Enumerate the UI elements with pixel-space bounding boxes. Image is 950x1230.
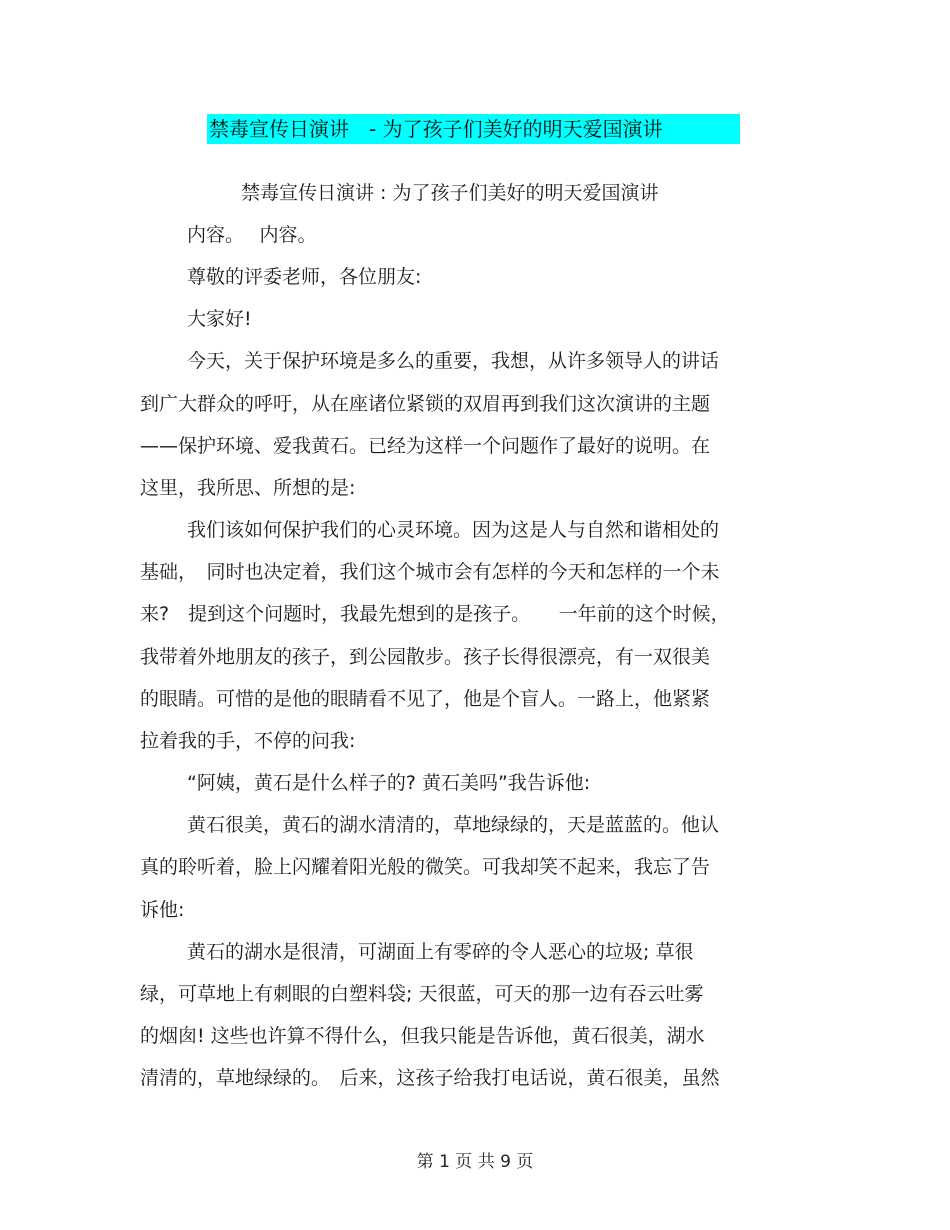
body-line: 尊敬的评委老师，各位朋友: [187, 266, 422, 288]
body-line: 的眼睛。可惜的是他的眼睛看不见了，他是个盲人。一路上，他紧紧 [140, 688, 711, 710]
body-line: ——保护环境、爱我黄石。已经为这样一个问题作了最好的说明。在 [140, 435, 711, 457]
body-line: 诉他: [140, 899, 185, 921]
body-line: 来? 提到这个问题时，我最先想到的是孩子。 一年前的这个时候， [140, 603, 730, 625]
body-line: 真的聆听着，脸上闪耀着阳光般的微笑。可我却笑不起来，我忘了告 [140, 856, 711, 878]
body-line: 我们该如何保护我们的心灵环境。因为这是人与自然和谐相处的 [187, 519, 720, 541]
body-line: “阿姨，黄石是什么样子的? 黄石美吗”我告诉他: [187, 772, 591, 794]
body-line: 绿，可草地上有刺眼的白塑料袋; 天很蓝，可天的那一边有吞云吐雾 [140, 983, 704, 1005]
page-number: 第 1 页 共 9 页 [416, 1152, 534, 1172]
body-line: 基础， 同时也决定着，我们这个城市会有怎样的今天和怎样的一个未 [140, 561, 720, 583]
document-subtitle: 禁毒宣传日演讲 : 为了孩子们美好的明天爱国演讲 [241, 182, 659, 204]
document-title: 禁毒宣传日演讲 - 为了孩子们美好的明天爱国演讲 [207, 114, 740, 144]
body-line: 的烟囱! 这些也许算不得什么，但我只能是告诉他，黄石很美，湖水 [140, 1025, 705, 1047]
body-line: 黄石的湖水是很清，可湖面上有零碎的令人恶心的垃圾; 草很 [187, 941, 694, 963]
body-line: 清清的，草地绿绿的。 后来，这孩子给我打电话说，黄石很美，虽然 [140, 1067, 720, 1089]
body-line: 内容。 内容。 [187, 224, 317, 246]
body-line: 拉着我的手，不停的问我: [140, 730, 356, 752]
body-line: 这里，我所思、所想的是: [140, 477, 356, 499]
body-line: 我带着外地朋友的孩子，到公园散步。孩子长得很漂亮，有一双很美 [140, 646, 711, 668]
body-line: 大家好! [187, 308, 252, 330]
body-line: 到广大群众的呼吁，从在座诸位紧锁的双眉再到我们这次演讲的主题 [140, 393, 711, 415]
body-line: 今天，关于保护环境是多么的重要，我想，从许多领导人的讲话 [187, 350, 720, 372]
body-line: 黄石很美，黄石的湖水清清的，草地绿绿的，天是蓝蓝的。他认 [187, 814, 720, 836]
